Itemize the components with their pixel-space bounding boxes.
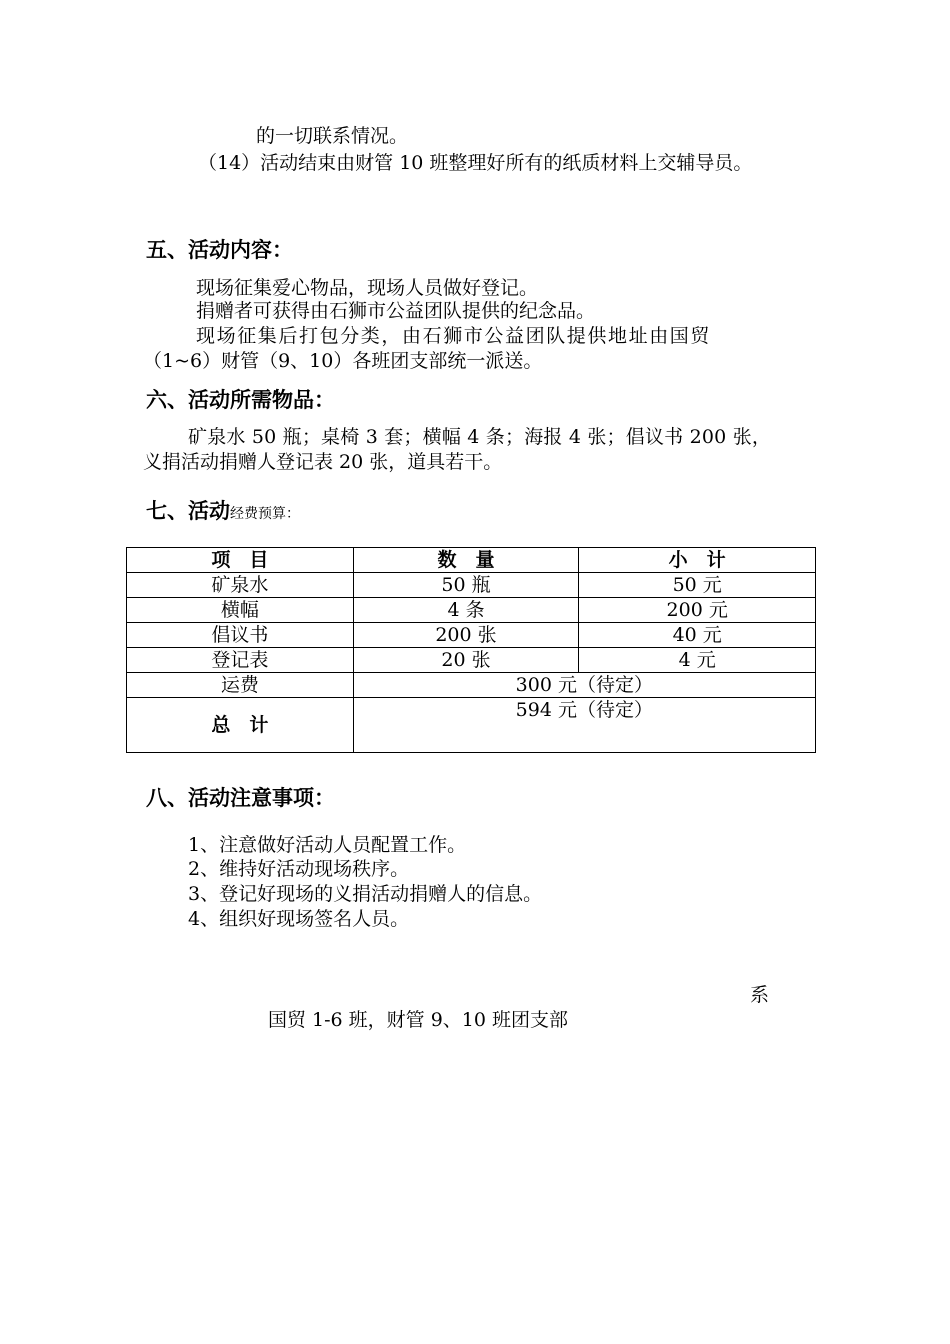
budget-table	[126, 547, 816, 753]
cell-item: 倡议书	[127, 623, 354, 648]
cell-shipping-label: 运费	[127, 673, 354, 698]
section5-heading: 五、活动内容：	[146, 238, 293, 262]
cell-total-value: 594 元（待定）	[353, 698, 815, 753]
table-row	[127, 598, 816, 623]
header-quantity: 数 量	[353, 548, 579, 573]
cell-quantity: 20 张	[353, 648, 579, 673]
shipping-row	[127, 673, 816, 698]
cell-subtotal: 40 元	[579, 623, 816, 648]
table-row	[127, 648, 816, 673]
signature-org: 国贸 1-6 班，财管 9、10 班团支部	[268, 1009, 569, 1031]
cell-total-label: 总 计	[127, 698, 354, 753]
section7-heading-small: 经费预算：	[230, 506, 300, 522]
table-row	[127, 623, 816, 648]
list-item: 3、登记好现场的义捐活动捐赠人的信息。	[188, 883, 543, 905]
cell-subtotal: 50 元	[579, 573, 816, 598]
budget-header-row	[127, 548, 816, 573]
cell-quantity: 50 瓶	[353, 573, 579, 598]
list-item: 1、注意做好活动人员配置工作。	[188, 834, 467, 856]
section5-paragraph-3a	[196, 327, 805, 346]
section5-paragraph-3a-text: 现场征集后打包分类，由石狮市公益团队提供地址由国贸	[196, 325, 712, 347]
cell-subtotal: 4 元	[579, 648, 816, 673]
cell-item: 横幅	[127, 598, 354, 623]
section6-paragraph-1b: 义捐活动捐赠人登记表 20 张，道具若干。	[143, 451, 503, 473]
continuation-line: 的一切联系情况。	[256, 125, 409, 147]
section5-paragraph-3b: （1~6）财管（9、10）各班团支部统一派送。	[143, 350, 543, 372]
cell-quantity: 4 条	[353, 598, 579, 623]
signature-dept: 系	[750, 984, 770, 1006]
section5-paragraph-1: 现场征集爱心物品，现场人员做好登记。	[196, 277, 539, 299]
cell-subtotal: 200 元	[579, 598, 816, 623]
item-14-line: （14）活动结束由财管 10 班整理好所有的纸质材料上交辅导员。	[198, 152, 753, 174]
list-item: 4、组织好现场签名人员。	[188, 908, 410, 930]
total-row	[127, 698, 816, 753]
section5-paragraph-2: 捐赠者可获得由石狮市公益团队提供的纪念品。	[196, 300, 596, 322]
header-item: 项 目	[127, 548, 354, 573]
section8-heading: 八、活动注意事项：	[146, 786, 335, 810]
section7-heading-main: 七、活动	[146, 499, 230, 523]
cell-shipping-value: 300 元（待定）	[353, 673, 815, 698]
cell-quantity: 200 张	[353, 623, 579, 648]
cell-item: 矿泉水	[127, 573, 354, 598]
cell-item: 登记表	[127, 648, 354, 673]
header-subtotal: 小 计	[579, 548, 816, 573]
section7-heading	[146, 501, 300, 522]
section6-heading: 六、活动所需物品：	[146, 388, 335, 412]
list-item: 2、维持好活动现场秩序。	[188, 858, 410, 880]
table-row	[127, 573, 816, 598]
section6-paragraph-1a: 矿泉水 50 瓶；桌椅 3 套；横幅 4 条；海报 4 张；倡议书 200 张，	[188, 426, 772, 448]
